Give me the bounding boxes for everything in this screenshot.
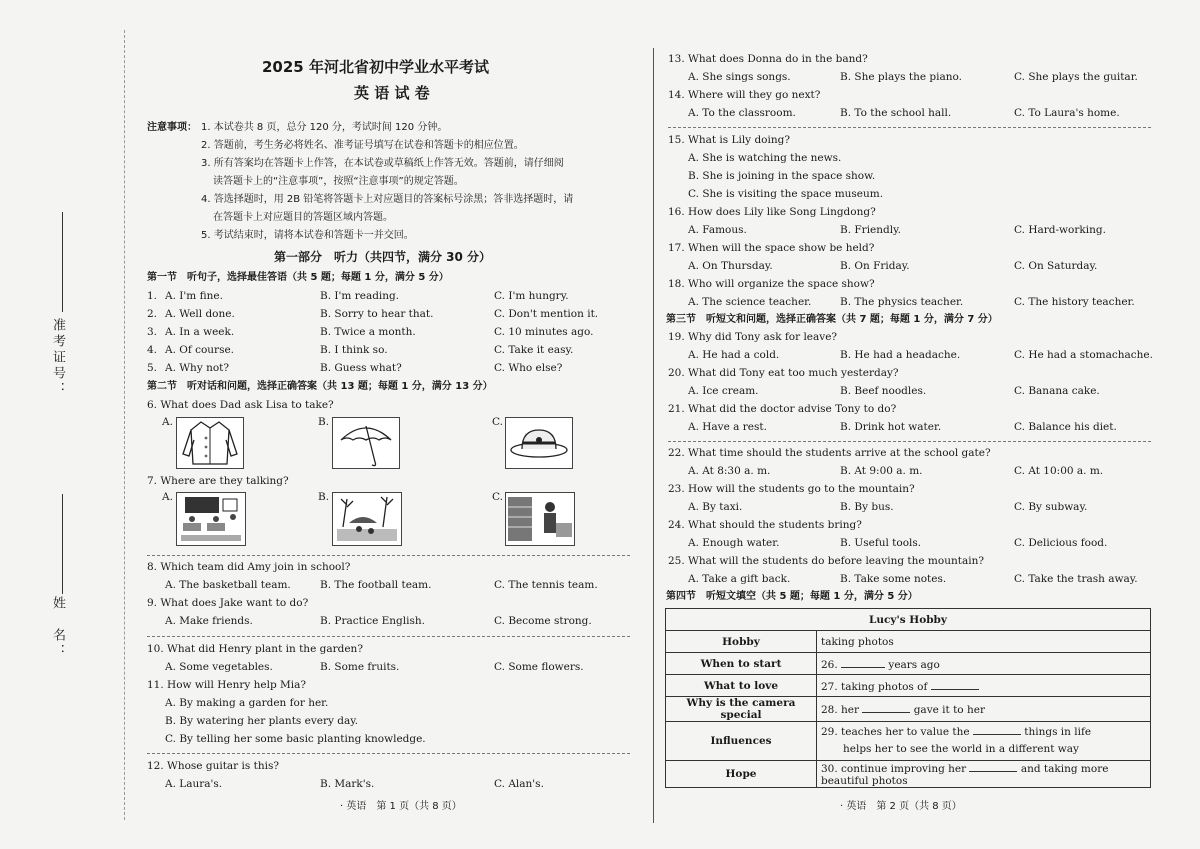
option[interactable]: A. Laura's. <box>165 778 223 790</box>
question-11: 11. How will Henry help Mia? <box>147 679 307 691</box>
notes-line: 2. 答题前，考生务必将姓名、准考证号填写在试卷和答题卡的相应位置。 <box>201 140 524 151</box>
umbrella-image[interactable] <box>332 417 400 469</box>
question-24: 24. What should the students bring? <box>668 519 862 531</box>
question-20: 20. What did Tony eat too much yesterday? <box>668 367 899 379</box>
divider <box>668 441 1151 442</box>
question-14: 14. Where will they go next? <box>668 89 821 101</box>
option[interactable]: C. She plays the guitar. <box>1014 71 1138 83</box>
question-9: 9. What does Jake want to do? <box>147 597 309 609</box>
option[interactable]: C. Balance his diet. <box>1014 421 1117 433</box>
option[interactable]: C. Some flowers. <box>494 661 584 673</box>
part1-heading: 第一部分 听力（共四节，满分 30 分） <box>274 250 492 264</box>
question-15: 15. What is Lily doing? <box>668 134 790 146</box>
section4-title: 第四节 听短文填空（共 5 题；每题 1 分，满分 5 分） <box>666 591 918 602</box>
exam-subtitle: 英 语 试 卷 <box>354 84 430 102</box>
question-18: 18. Who will organize the space show? <box>668 278 875 290</box>
option[interactable]: C. The tennis team. <box>494 579 598 591</box>
option[interactable]: B. Useful tools. <box>840 537 922 549</box>
option[interactable]: C. Banana cake. <box>1014 385 1100 397</box>
option[interactable]: A. On Thursday. <box>688 260 773 272</box>
table-row: Hobby taking photos <box>666 631 1151 653</box>
option[interactable]: A. Make friends. <box>165 615 253 627</box>
footer-right: · 英语 第 2 页（共 8 页） <box>840 801 962 812</box>
section1-title: 第一节 听句子，选择最佳答语（共 5 题；每题 1 分，满分 5 分） <box>147 272 449 283</box>
notes-line: 4. 答选择题时，用 2B 铅笔将答题卡上对应题目的答案标号涂黑；答非选择题时，请 <box>201 194 574 205</box>
option[interactable]: B. By bus. <box>840 501 894 513</box>
notes-line: 1. 本试卷共 8 页，总分 120 分，考试时间 120 分钟。 <box>201 122 448 133</box>
option[interactable]: C. At 10:00 a. m. <box>1014 465 1104 477</box>
notes-line: 在答题卡上对应题目的答题区域内答题。 <box>213 212 393 223</box>
coat-image[interactable] <box>176 417 244 469</box>
section2-title: 第二节 听对话和问题，选择正确答案（共 13 题；每题 1 分，满分 13 分） <box>147 381 493 392</box>
park-image[interactable] <box>332 492 402 546</box>
option[interactable]: B. He had a headache. <box>840 349 961 361</box>
answer-blank-29[interactable] <box>973 724 1021 735</box>
question-10: 10. What did Henry plant in the garden? <box>147 643 363 655</box>
table-row: Influences 29. teaches her to value the things in life helps her to see the world in a different way <box>666 722 1151 761</box>
option[interactable]: C. Alan's. <box>494 778 544 790</box>
pic-label: B. <box>318 491 330 503</box>
exam-id-blank[interactable] <box>62 212 63 312</box>
question-17: 17. When will the space show be held? <box>668 242 875 254</box>
question-13: 13. What does Donna do in the band? <box>668 53 868 65</box>
option[interactable]: B. Take some notes. <box>840 573 947 585</box>
option[interactable]: A. Why not? <box>165 362 230 374</box>
option[interactable]: B. Twice a month. <box>320 326 416 338</box>
option[interactable]: C. She is visiting the space museum. <box>688 188 884 200</box>
answer-blank-26[interactable] <box>841 657 885 668</box>
question-22: 22. What time should the students arrive at the school gate? <box>668 447 991 459</box>
option[interactable]: B. Guess what? <box>320 362 402 374</box>
option[interactable]: A. He had a cold. <box>688 349 780 361</box>
option[interactable]: A. Well done. <box>165 308 235 320</box>
option[interactable]: B. By watering her plants every day. <box>165 715 359 727</box>
option[interactable]: B. On Friday. <box>840 260 910 272</box>
option[interactable]: C. 10 minutes ago. <box>494 326 594 338</box>
option[interactable]: A. She is watching the news. <box>688 152 842 164</box>
option[interactable]: A. Of course. <box>165 344 235 356</box>
question-19: 19. Why did Tony ask for leave? <box>668 331 838 343</box>
option[interactable]: A. I'm fine. <box>165 290 223 302</box>
footer-left: · 英语 第 1 页（共 8 页） <box>340 801 462 812</box>
option[interactable]: C. Take it easy. <box>494 344 574 356</box>
option[interactable]: C. Who else? <box>494 362 563 374</box>
binding-line <box>124 30 125 820</box>
notes-line: 读答题卡上的“注意事项”，按照“注意事项”的规定答题。 <box>213 176 464 187</box>
answer-blank-28[interactable] <box>862 702 910 713</box>
answer-blank-27[interactable] <box>931 679 979 690</box>
question-16: 16. How does Lily like Song Lingdong? <box>668 206 876 218</box>
option[interactable]: B. Mark's. <box>320 778 375 790</box>
pic-label: C. <box>492 416 503 428</box>
option[interactable]: C. To Laura's home. <box>1014 107 1120 119</box>
option[interactable]: C. The history teacher. <box>1014 296 1135 308</box>
section3-title: 第三节 听短文和问题，选择正确答案（共 7 题；每题 1 分，满分 7 分） <box>666 314 998 325</box>
option[interactable]: A. Take a gift back. <box>688 573 791 585</box>
option[interactable]: B. At 9:00 a. m. <box>840 465 923 477</box>
option[interactable]: B. She is joining in the space show. <box>688 170 876 182</box>
option[interactable]: B. Beef noodles. <box>840 385 927 397</box>
option[interactable]: B. To the school hall. <box>840 107 952 119</box>
option[interactable]: B. The football team. <box>320 579 432 591</box>
option[interactable]: C. By subway. <box>1014 501 1088 513</box>
option[interactable]: A. At 8:30 a. m. <box>688 465 771 477</box>
option[interactable]: A. Ice cream. <box>688 385 759 397</box>
option[interactable]: C. By telling her some basic planting knowledge. <box>165 733 426 745</box>
hobby-table <box>665 608 1151 788</box>
pic-label: B. <box>318 416 330 428</box>
option[interactable]: C. He had a stomachache. <box>1014 349 1153 361</box>
option[interactable]: B. I think so. <box>320 344 388 356</box>
option[interactable]: A. To the classroom. <box>688 107 796 119</box>
option[interactable]: A. The basketball team. <box>165 579 291 591</box>
question-21: 21. What did the doctor advise Tony to do? <box>668 403 897 415</box>
answer-blank-30[interactable] <box>969 761 1017 772</box>
table-title: Lucy's Hobby <box>666 609 1151 631</box>
option[interactable]: B. The physics teacher. <box>840 296 964 308</box>
page-divider <box>653 48 654 823</box>
option[interactable]: A. Have a rest. <box>688 421 767 433</box>
option[interactable]: C. I'm hungry. <box>494 290 569 302</box>
divider <box>147 555 630 556</box>
table-row: Why is the camera special 28. her gave it to her <box>666 697 1151 722</box>
option[interactable]: A. By taxi. <box>688 501 743 513</box>
notes-line: 3. 所有答案均在答题卡上作答，在本试卷或草稿纸上作答无效。答题前，请仔细阅 <box>201 158 564 169</box>
option[interactable]: A. Famous. <box>688 224 747 236</box>
option[interactable]: C. On Saturday. <box>1014 260 1098 272</box>
option[interactable]: C. Hard-working. <box>1014 224 1106 236</box>
option[interactable]: B. Sorry to hear that. <box>320 308 434 320</box>
option[interactable]: B. Drink hot water. <box>840 421 942 433</box>
option[interactable]: A. She sings songs. <box>688 71 791 83</box>
notes-line: 5. 考试结束时，请将本试卷和答题卡一并交回。 <box>201 230 414 241</box>
option[interactable]: A. Some vegetables. <box>165 661 273 673</box>
option[interactable]: A. In a week. <box>165 326 235 338</box>
table-row: Hope 30. continue improving her and taking more beautiful photos <box>666 761 1151 788</box>
option[interactable]: C. Don't mention it. <box>494 308 599 320</box>
hat-image[interactable] <box>505 417 573 469</box>
option[interactable]: C. Take the trash away. <box>1014 573 1138 585</box>
option[interactable]: A. Enough water. <box>688 537 780 549</box>
option[interactable]: B. I'm reading. <box>320 290 400 302</box>
option[interactable]: B. Some fruits. <box>320 661 400 673</box>
divider <box>147 636 630 637</box>
table-row: What to love 27. taking photos of <box>666 675 1151 697</box>
supermarket-image[interactable] <box>505 492 575 546</box>
classroom-image[interactable] <box>176 492 246 546</box>
exam-id-label: 准考证号： <box>50 318 65 398</box>
question-23: 23. How will the students go to the mountain? <box>668 483 915 495</box>
question-8: 8. Which team did Amy join in school? <box>147 561 351 573</box>
option[interactable]: A. By making a garden for her. <box>165 697 329 709</box>
question-6: 6. What does Dad ask Lisa to take? <box>147 399 334 411</box>
question-25: 25. What will the students do before leaving the mountain? <box>668 555 984 567</box>
name-blank[interactable] <box>62 494 63 594</box>
exam-title: 2025 年河北省初中学业水平考试 <box>262 58 489 76</box>
divider <box>147 753 630 754</box>
question-12: 12. Whose guitar is this? <box>147 760 279 772</box>
question-7: 7. Where are they talking? <box>147 475 289 487</box>
option[interactable]: A. The science teacher. <box>688 296 812 308</box>
pic-label: C. <box>492 491 503 503</box>
option[interactable]: C. Delicious food. <box>1014 537 1108 549</box>
option[interactable]: C. Become strong. <box>494 615 592 627</box>
table-row: When to start 26. years ago <box>666 653 1151 675</box>
option[interactable]: B. Practice English. <box>320 615 425 627</box>
option[interactable]: B. She plays the piano. <box>840 71 963 83</box>
pic-label: A. <box>162 491 173 503</box>
pic-label: A. <box>162 416 173 428</box>
divider <box>668 127 1151 128</box>
notes-label: 注意事项： <box>147 122 197 133</box>
name-label: 姓 名： <box>50 596 65 660</box>
option[interactable]: B. Friendly. <box>840 224 901 236</box>
